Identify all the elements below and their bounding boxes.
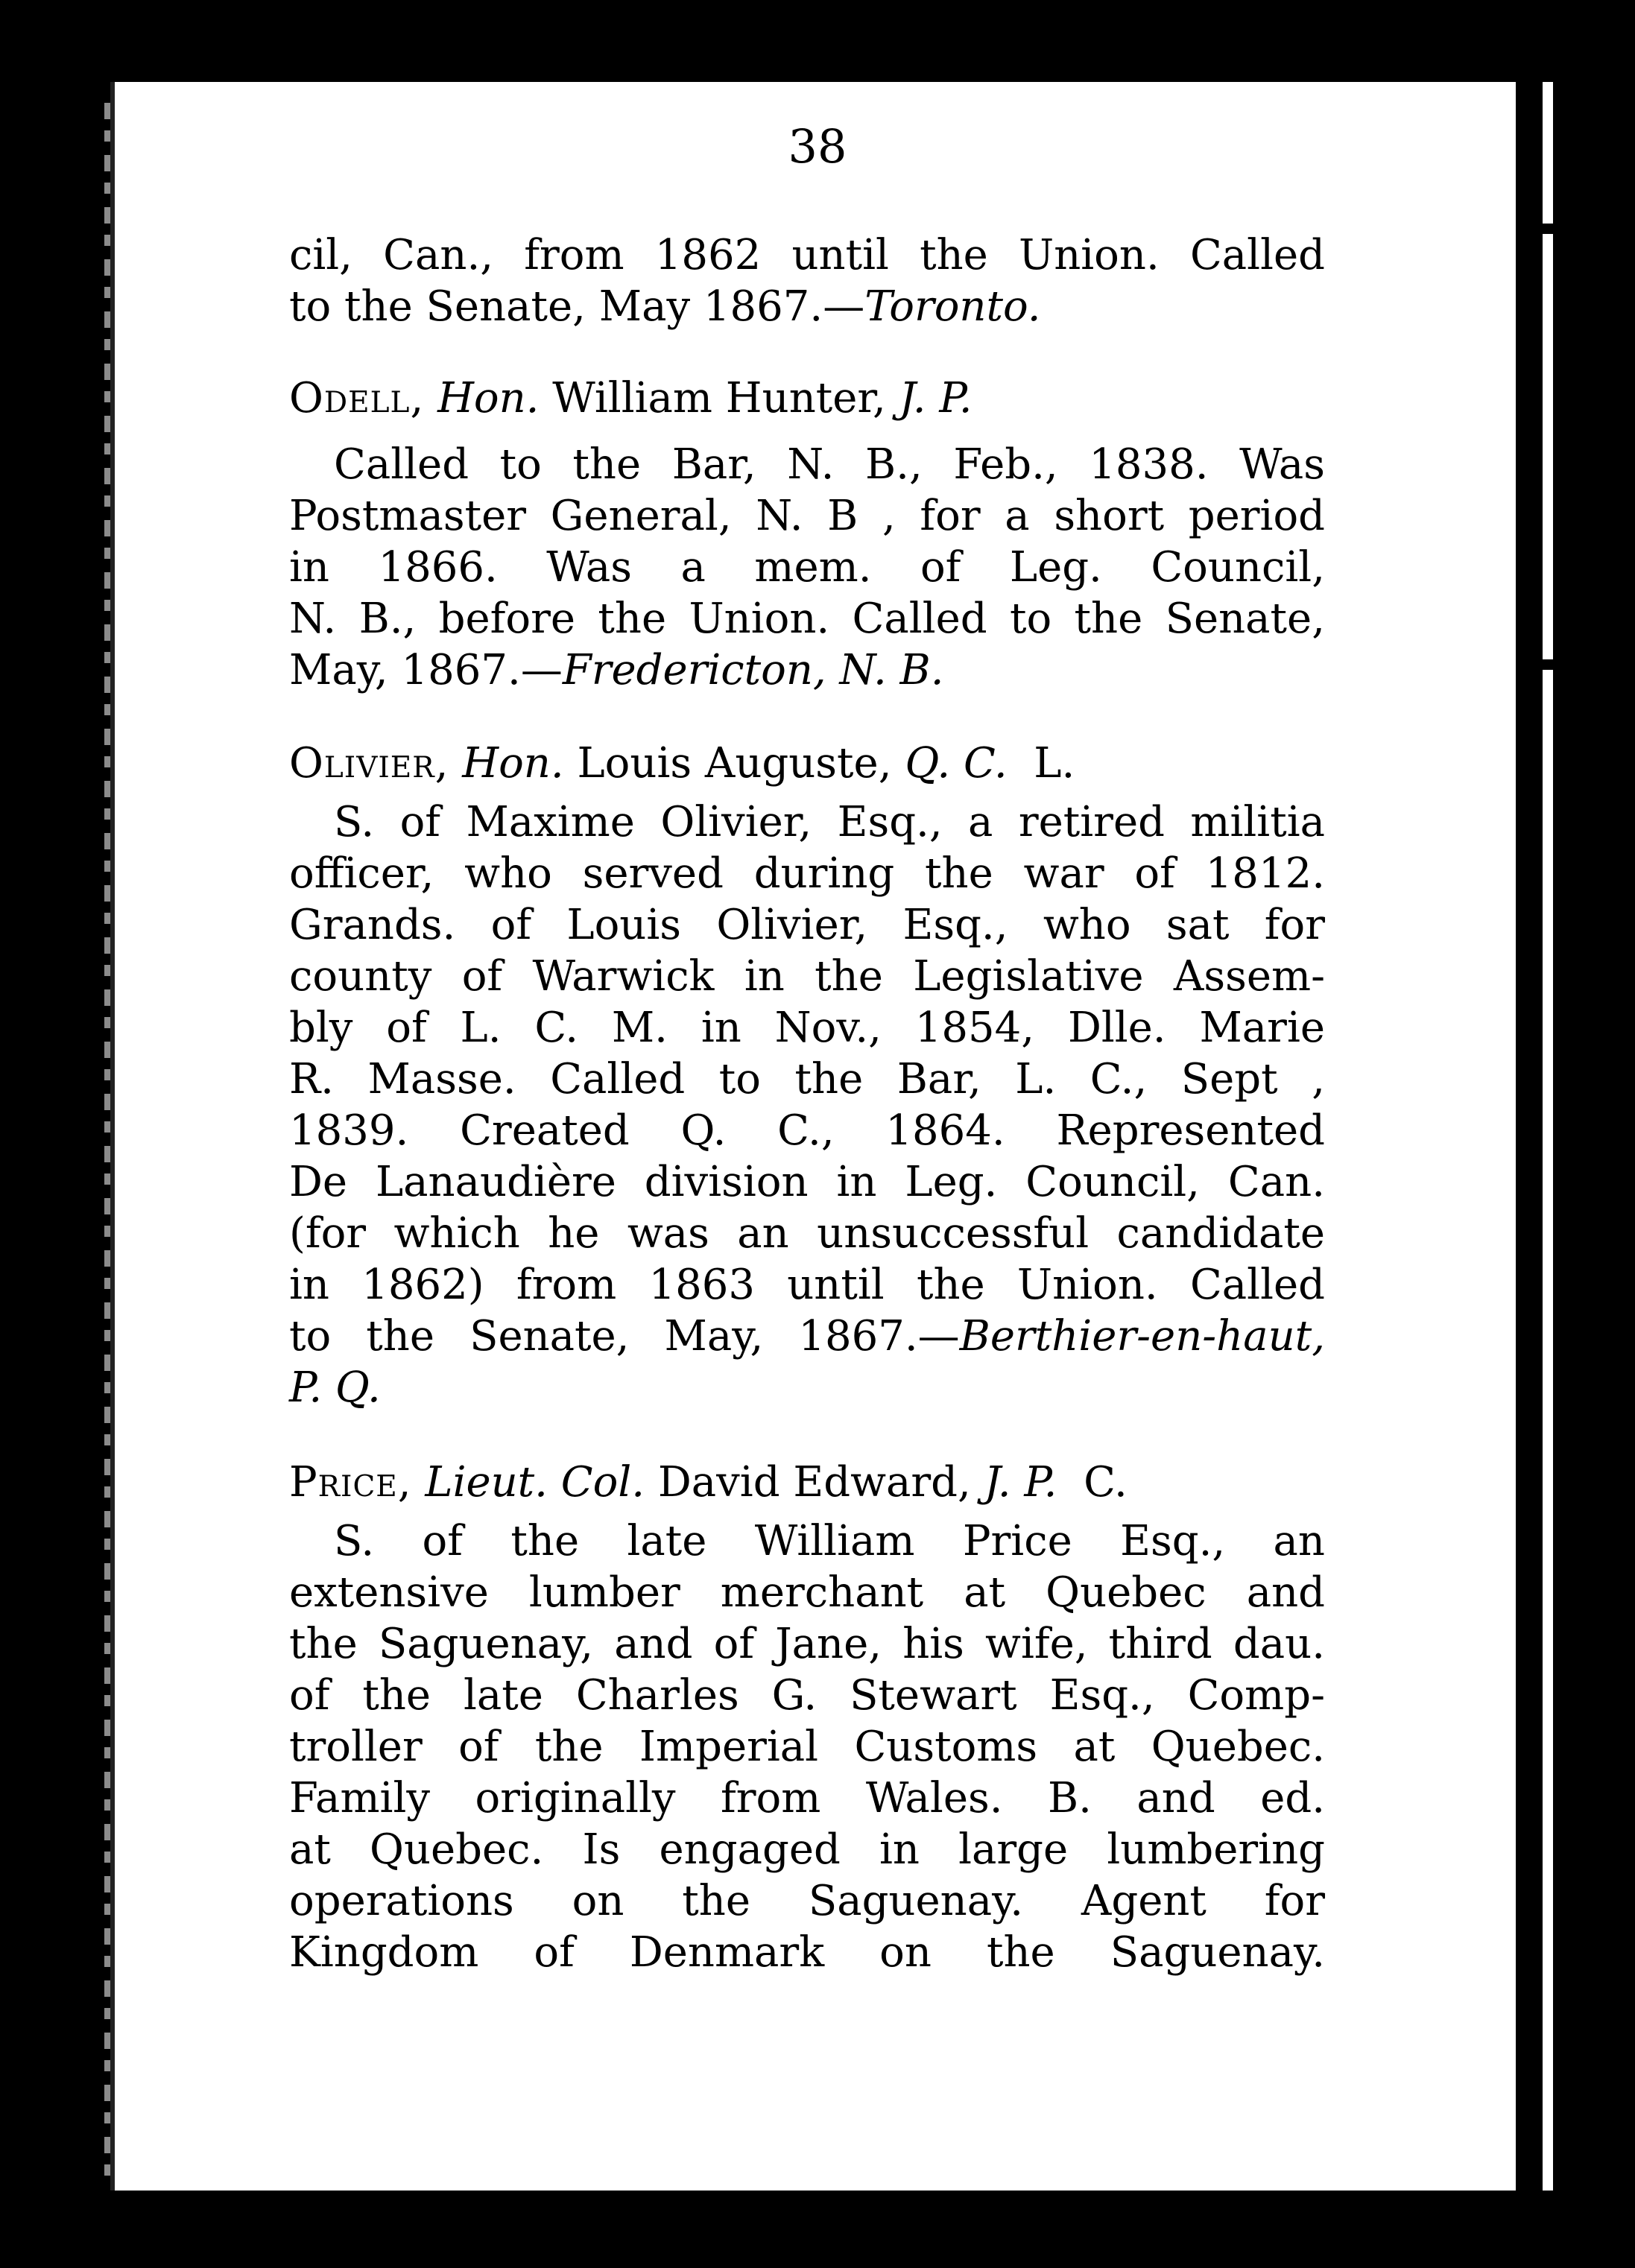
text-line: to the Senate, May 1867.—Toronto. (289, 282, 1041, 331)
text-line: at Quebec. Is engaged in large lumbering (289, 1825, 1325, 1874)
entry-heading (289, 1457, 1325, 1508)
text-line: N. B., before the Union. Called to the Senate, (289, 595, 1325, 643)
entry-heading (289, 373, 1325, 424)
text-line: in 1866. Was a mem. of Leg. Council, (289, 543, 1325, 592)
text-line: troller of the Imperial Customs at Quebec. (289, 1723, 1325, 1771)
text-line: officer, who served during the war of 1812. (289, 849, 1325, 898)
entry-body (289, 796, 1325, 1413)
entry-postnominals: J. P. (899, 374, 973, 422)
entry-heading (289, 738, 1325, 789)
place-name: Fredericton, N. B. (562, 646, 944, 694)
entry-postnominals: Q. C. (905, 739, 1008, 788)
text-line: of the late Charles G. Stewart Esq., Comp- (289, 1671, 1325, 1720)
text-line: May, 1867.—Fredericton, N. B. (289, 646, 944, 694)
entry-odell (289, 373, 1325, 696)
place-name: P. Q. (289, 1363, 381, 1412)
entry-given-names: Louis Auguste, (577, 739, 892, 788)
entry-price (289, 1457, 1325, 1978)
entry-surname: Olivier, (289, 739, 449, 788)
place-name: Berthier-en-haut, (959, 1312, 1325, 1361)
text-line: the Saguenay, and of Jane, his wife, third dau. (289, 1620, 1325, 1668)
scan-border-right (1520, 82, 1635, 2191)
entry-given-names: David Edward, (657, 1458, 971, 1507)
entry-surname: Odell, (289, 374, 425, 422)
text-line: S. of Maxime Olivier, Esq., a retired militia (334, 798, 1325, 846)
text-line: extensive lumber merchant at Quebec and (289, 1568, 1325, 1617)
text-line: operations on the Saguenay. Agent for (289, 1877, 1325, 1925)
continuation-paragraph (289, 229, 1325, 332)
entry-suffix: C. (1084, 1458, 1128, 1507)
entry-title: Hon. (462, 739, 564, 788)
text-line: Grands. of Louis Olivier, Esq., who sat for (289, 901, 1325, 949)
text-line: S. of the late William Price Esq., an (334, 1517, 1325, 1565)
entry-body (289, 439, 1325, 696)
entry-olivier (289, 738, 1325, 1413)
scan-rule-right (1543, 82, 1553, 2191)
text-line: Family originally from Wales. B. and ed. (289, 1774, 1325, 1822)
text-line: (for which he was an unsuccessful candidate (289, 1209, 1325, 1258)
entry-title: Lieut. Col. (425, 1458, 645, 1507)
text-line: R. Masse. Called to the Bar, L. C., Sept , (289, 1055, 1325, 1103)
entry-surname: Price, (289, 1458, 412, 1507)
text-line: Postmaster General, N. B , for a short period (289, 492, 1325, 540)
text-line: Kingdom of Denmark on the Saguenay. (289, 1928, 1325, 1977)
text-line: De Lanaudière division in Leg. Council, Can. (289, 1158, 1325, 1206)
text-line: 1839. Created Q. C., 1864. Represented (289, 1106, 1325, 1155)
text-line: bly of L. C. M. in Nov., 1854, Dlle. Marie (289, 1004, 1325, 1052)
text-line: county of Warwick in the Legislative Assem- (289, 952, 1325, 1001)
entry-title: Hon. (437, 374, 540, 422)
page-number: 38 (788, 119, 847, 174)
entry-suffix: L. (1034, 739, 1075, 788)
entry-body (289, 1515, 1325, 1978)
text-line (289, 1362, 1325, 1413)
text-line: cil, Can., from 1862 until the Union. Called (289, 231, 1325, 279)
text-line: in 1862) from 1863 until the Union. Called (289, 1261, 1325, 1309)
entry-given-names: William Hunter, (552, 374, 886, 422)
text-line: Called to the Bar, N. B., Feb., 1838. Was (334, 440, 1325, 489)
place-name: Toronto. (864, 282, 1041, 331)
entry-postnominals: J. P. (984, 1458, 1057, 1507)
text-line: to the Senate, May, 1867.—Berthier-en-haut, (289, 1312, 1325, 1361)
